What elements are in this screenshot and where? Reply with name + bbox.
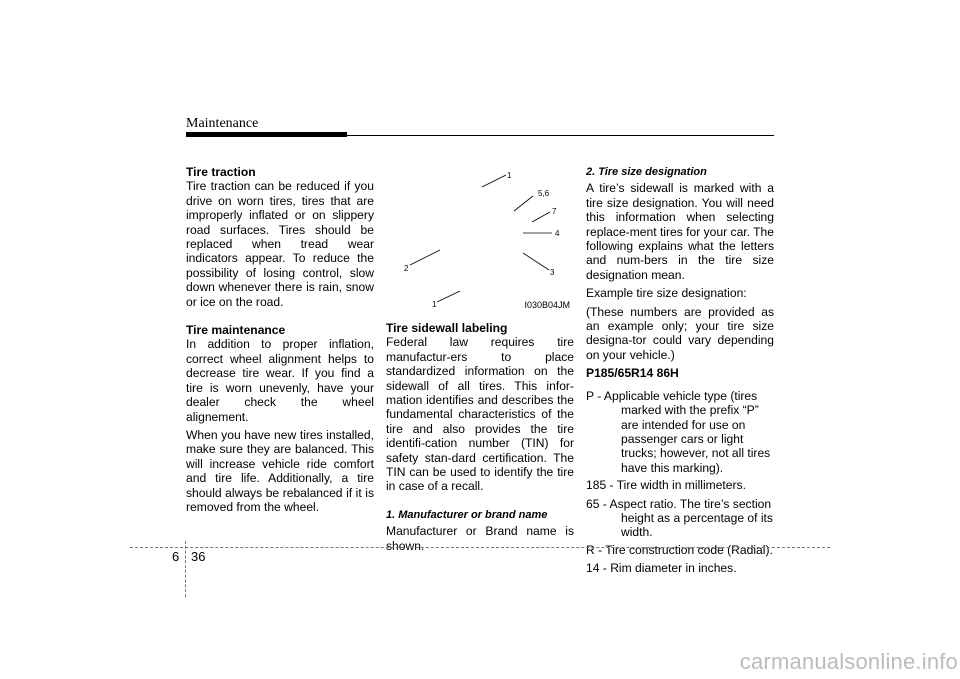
example-note: (These numbers are provided as an example only; your tire size designa-tor could vary depending on your vehicle.) [586, 304, 774, 362]
column-2 [386, 165, 574, 557]
definition-width: 185 - Tire width in millimeters. [586, 478, 746, 493]
tire-size-text: A tire’s sidewall is marked with a tire size designation. You will need this information when selecting replace-ment tires for your car. The following explains what the letters and num-bers in the tire size designation mean. [586, 181, 774, 282]
manufacturer-heading: 1. Manufacturer or brand name [386, 508, 548, 521]
figure-label: 5,6 [538, 189, 550, 198]
figure-label: 7 [552, 207, 557, 216]
column-1 [186, 165, 374, 518]
header-rule-accent [186, 132, 347, 137]
example-label: Example tire size designation: [586, 286, 747, 301]
watermark: carmanualsonline.info [739, 649, 958, 674]
figure-label: 1 [432, 300, 437, 309]
figure-label: 4 [555, 229, 560, 238]
footer-rule [130, 547, 830, 548]
column-3 [586, 165, 774, 580]
figure-label: 3 [550, 268, 555, 277]
sidewall-labeling-text: Federal law requires tire manufactur-ers to place standardized information on the sidewall of all tires. This infor-mation identifies and describes the fundamental characteristics of the tire and also provides the tire identifi-cation number (TIN) for safety stan-dard certification. The TIN can be used to identify the tire in case of a recall. [386, 335, 574, 494]
figure-code: I030B04JM [522, 298, 572, 312]
tire-traction-text: Tire traction can be reduced if you drive on worn tires, tires that are improperly inflated or on slippery road surfaces. Tires should be replaced when tread wear indicators appear. To reduce the possibility of losing control, slow down whenever there is rain, snow or ice on the road. [186, 179, 374, 309]
figure-label: 2 [404, 264, 409, 273]
tire-diagram [386, 165, 574, 315]
tire-size-heading: 2. Tire size designation [586, 166, 707, 178]
tire-sidewall-figure [386, 165, 574, 315]
tire-maintenance-heading: Tire maintenance [186, 323, 286, 338]
definition-aspect-ratio: 65 - Aspect ratio. The tire’s section height as a percentage of its width. [586, 496, 773, 540]
example-size-code: P185/65R14 86H [586, 366, 679, 381]
tire-traction-heading: Tire traction [186, 165, 256, 179]
definition-rim-diameter: 14 - Rim diameter in inches. [586, 561, 737, 576]
footer-divider [185, 541, 186, 597]
page-number: 36 [191, 549, 206, 564]
sidewall-labeling-heading: Tire sidewall labeling [386, 321, 508, 335]
definition-p: P - Applicable vehicle type (tires marked with the prefix “P” are intended for use on passenger cars or light trucks; however, not all tires have this marking). [586, 388, 771, 475]
page-header-title: Maintenance [186, 116, 259, 131]
manufacturer-text: Manufacturer or Brand name is shown. [386, 524, 574, 553]
definition-construction: R - Tire construction code (Radial). [586, 542, 773, 557]
tire-maintenance-text-1: In addition to proper inflation, correct wheel alignment helps to decrease tire wear. If you find a tire is worn unevenly, have your dealer check the wheel alignement. [186, 337, 374, 424]
tire-maintenance-text-2: When you have new tires installed, make sure they are balanced. This will increase vehicle ride comfort and tire life. Additionally, a tire should always be rebalanced if it is removed from the wheel. [186, 427, 374, 514]
section-number: 6 [172, 549, 180, 564]
figure-label: 1 [507, 171, 512, 180]
